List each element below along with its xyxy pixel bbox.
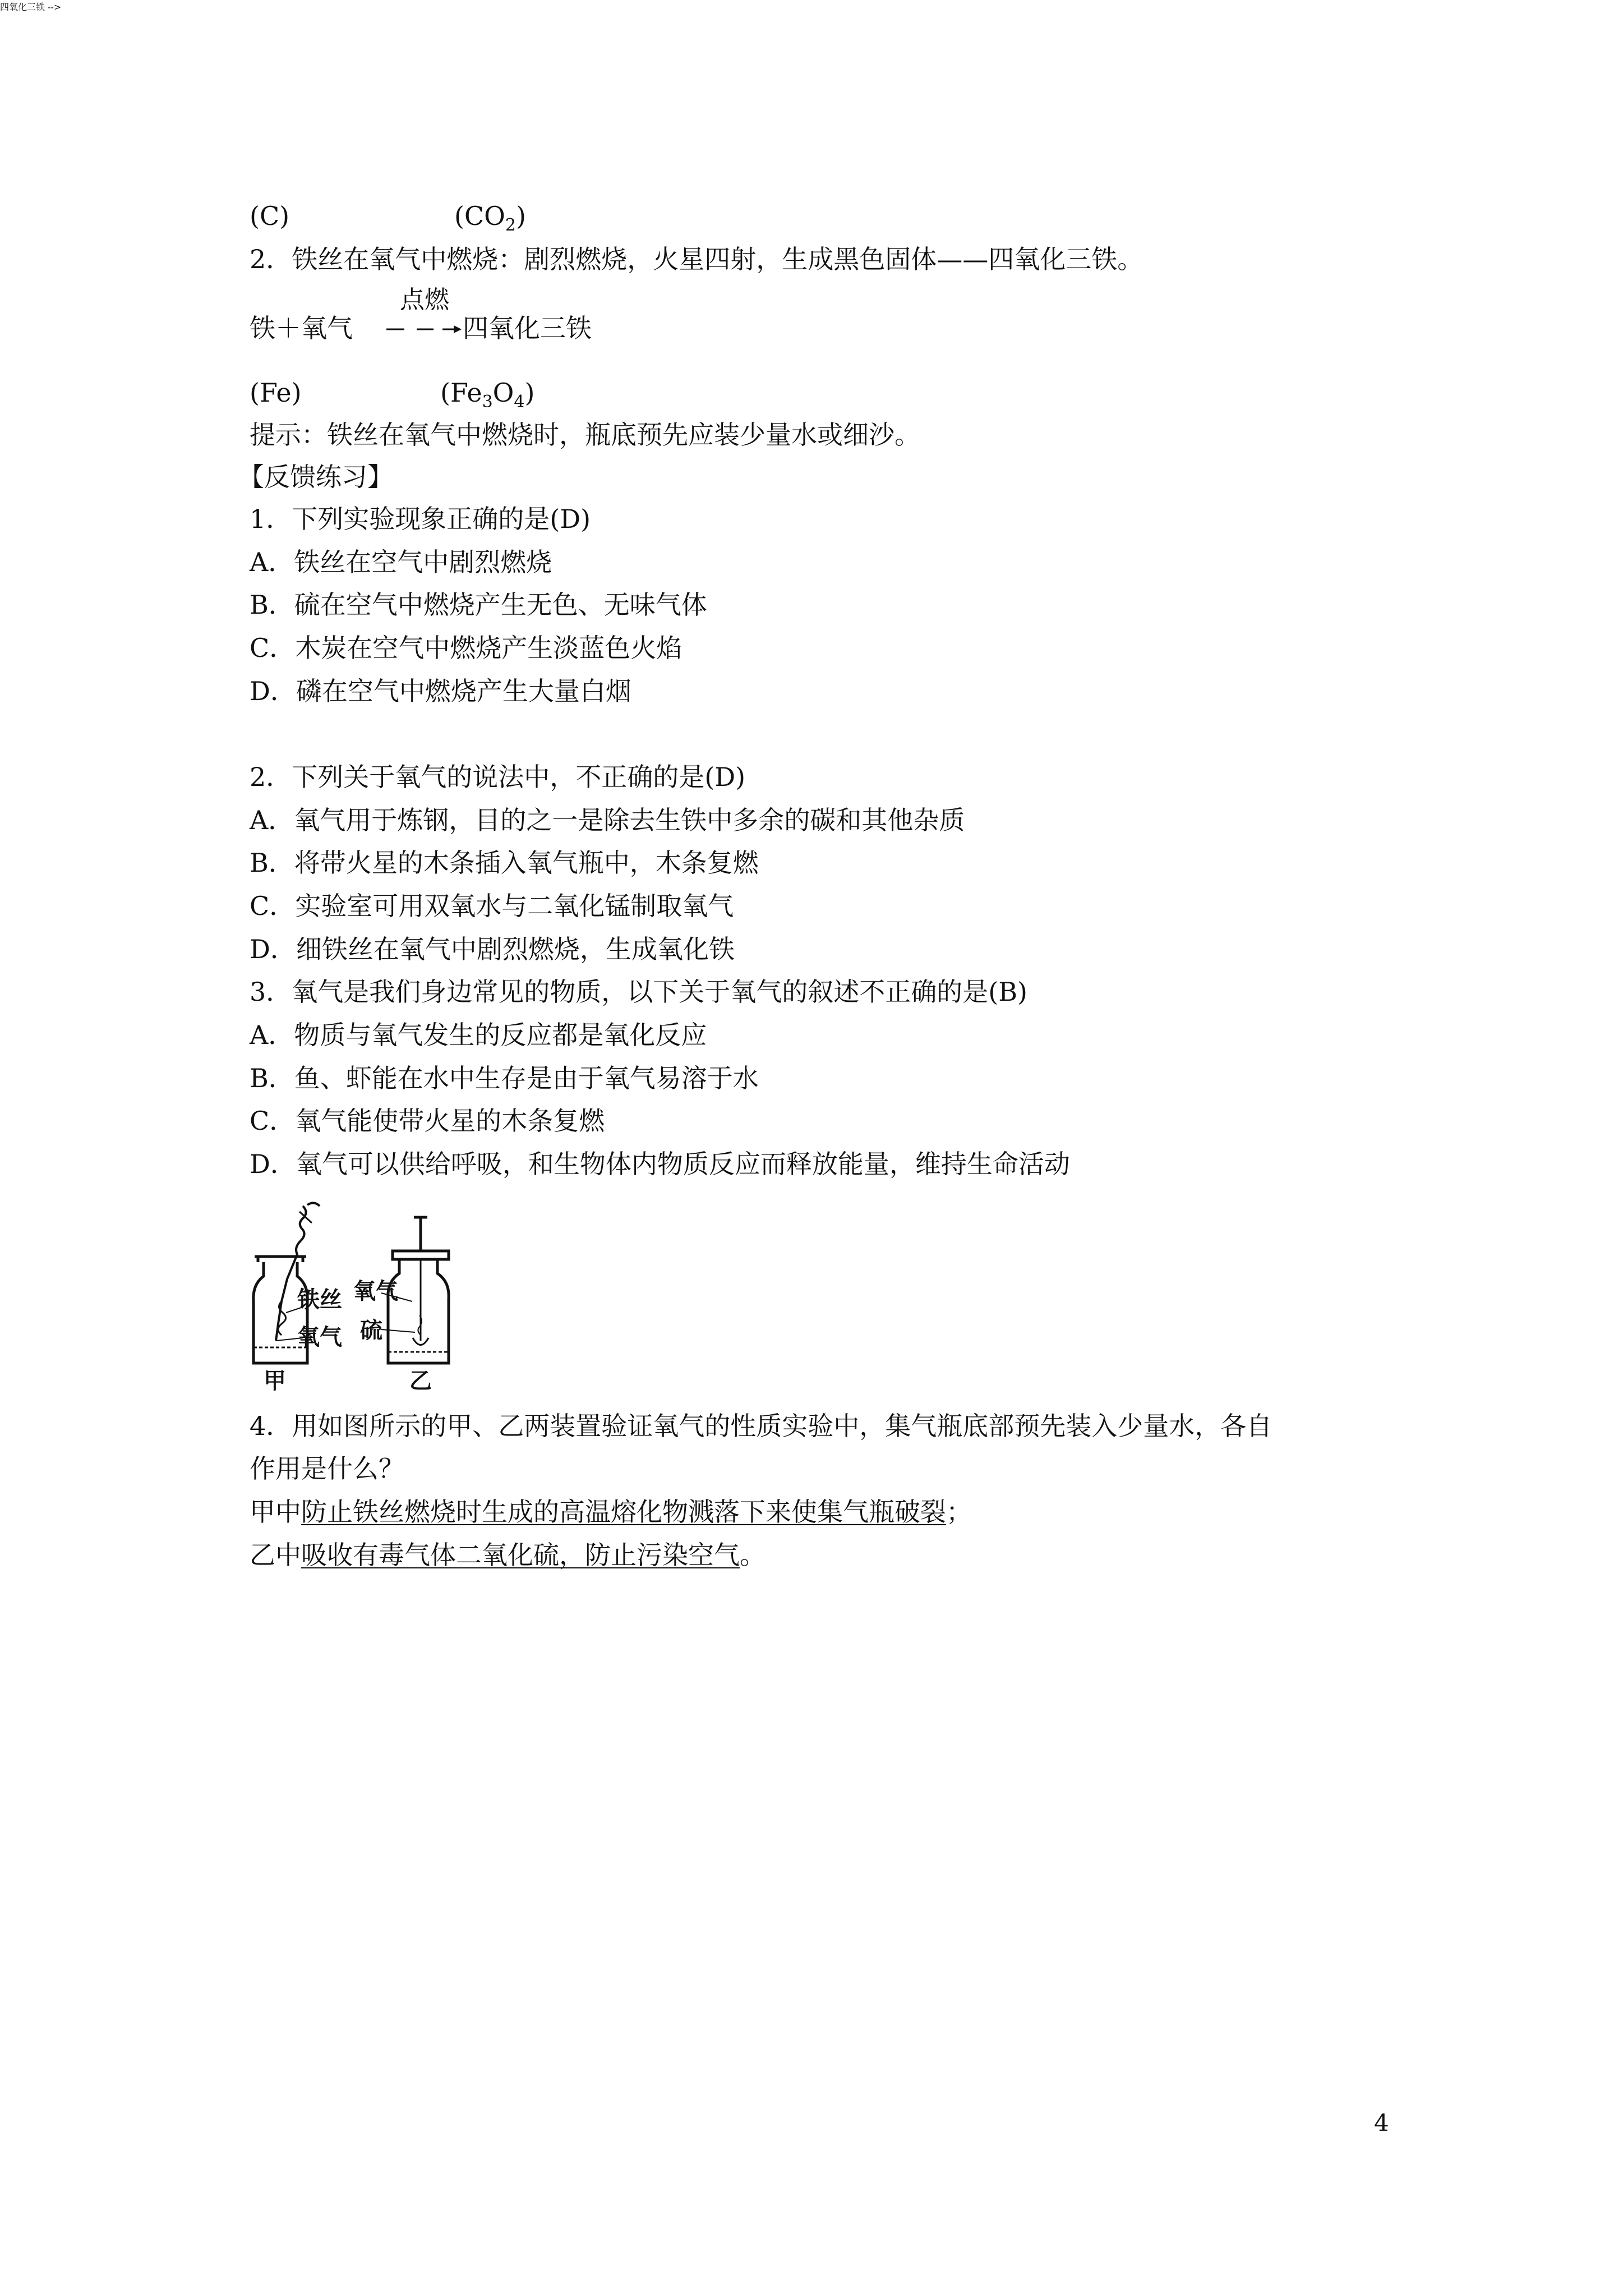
formula2-condition: 点燃 <box>400 286 449 314</box>
q4-answer-jia-text: 防止铁丝燃烧时生成的高温熔化物溅落下来使集气瓶破裂 <box>301 1497 946 1527</box>
q1-option-c: C．木炭在空气中燃烧产生淡蓝色火焰 <box>250 633 683 663</box>
q3-option-c: C．氧气能使带火星的木条复燃 <box>250 1106 605 1136</box>
q4-stem-line2: 作用是什么？ <box>250 1453 404 1484</box>
q2-option-b: B．将带火星的木条插入氧气瓶中，木条复燃 <box>250 848 759 878</box>
label-oxygen-right: 氧气 <box>353 1278 398 1304</box>
reaction-arrow-icon <box>384 323 463 336</box>
q1-option-a: A．铁丝在空气中剧烈燃烧 <box>250 547 552 577</box>
label-sulfur: 硫 <box>360 1318 382 1343</box>
label-fe: (Fe) <box>250 378 302 408</box>
q4-answer-yi-text: 吸收有毒气体二氧化硫，防止污染空气 <box>301 1540 740 1570</box>
q1-option-d: D．磷在空气中燃烧产生大量白烟 <box>250 676 631 706</box>
formula2-reactant: 铁＋氧气 <box>250 313 353 343</box>
label-iron-wire: 铁丝 <box>297 1287 342 1313</box>
item2-text: 2．铁丝在氧气中燃烧：剧烈燃烧，火星四射，生成黑色固体——四氧化三铁。 <box>250 244 1144 274</box>
section-title: 【反馈练习】 <box>238 462 393 492</box>
q3-option-b: B．鱼、虾能在水中生存是由于氧气易溶于水 <box>250 1063 759 1093</box>
label-jia: 甲 <box>264 1368 286 1394</box>
tip-text: 提示：铁丝在氧气中燃烧时，瓶底预先应装少量水或细沙。 <box>250 420 920 450</box>
label-fe3o4: $(Fe_3O_4)$ <box>440 378 535 412</box>
q3-stem: 3．氧气是我们身边常见的物质，以下关于氧气的叙述不正确的是(B) <box>250 977 1027 1007</box>
formula2-product: 四氧化三铁 <box>463 313 592 343</box>
formula2-labels <box>250 376 535 412</box>
label-yi: 乙 <box>409 1368 432 1394</box>
formula2 <box>250 286 698 356</box>
q3-option-d: D．氧气可以供给呼吸，和生物体内物质反应而释放能量，维持生命活动 <box>250 1149 1070 1179</box>
q2-stem: 2．下列关于氧气的说法中，不正确的是(D) <box>250 762 746 792</box>
formula1-labels <box>250 199 526 236</box>
q2-option-d: D．细铁丝在氧气中剧烈燃烧，生成氧化铁 <box>250 934 735 964</box>
q2-option-c: C．实验室可用双氧水与二氧化锰制取氧气 <box>250 891 734 921</box>
q1-option-b: B．硫在空气中燃烧产生无色、无味气体 <box>250 590 707 620</box>
q4-answer-jia: 甲中防止铁丝燃烧时生成的高温熔化物溅落下来使集气瓶破裂； <box>250 1497 972 1527</box>
q4-stem-line1: 4．用如图所示的甲、乙两装置验证氧气的性质实验中，集气瓶底部预先装入少量水，各自 <box>250 1411 1272 1441</box>
q1-stem: 1．下列实验现象正确的是(D) <box>250 504 591 534</box>
q2-option-a: A．氧气用于炼钢，目的之一是除去生铁中多余的碳和其他杂质 <box>250 805 965 835</box>
q3-option-a: A．物质与氧气发生的反应都是氧化反应 <box>250 1020 707 1050</box>
apparatus-figure <box>241 1200 510 1393</box>
q4-answer-yi: 乙中吸收有毒气体二氧化硫，防止污染空气。 <box>250 1540 766 1570</box>
label-oxygen-left: 氧气 <box>297 1324 342 1350</box>
label-co2: $(CO_2)$ <box>454 201 526 236</box>
label-c: (C) <box>250 201 290 231</box>
document-page: (C) $(CO_2)$ 2．铁丝在氧气中燃烧：剧烈燃烧，火星四射，生成黑色固体——四氧化三铁。 四氧化三铁 --> 铁＋氧气 点燃 四氧化三铁 (Fe) $(Fe_3O_4)$ 提示：铁丝在氧气中燃烧时，瓶底预先应装少量水或细沙。 【反馈练习】 1．下列实验现象正确的是(D) A．铁丝在空气中剧烈燃烧 B．硫在空气中燃烧产生无色、无味气体 C．木炭在空气中燃烧产生淡蓝色火焰 D．磷在空气中燃烧产生大量白烟 2．下列关于氧气的说法中，不正确的是(D) A．氧气用于炼钢，目的之一是除去生铁中多余的碳和其他杂质 B．将带火星的木条插入氧气瓶中，木条复燃 C．实验室可用双氧水与二氧化锰制取氧气 D．细铁丝在氧气中剧烈燃烧，生成氧化铁 3．氧气是我们身边常见的物质，以下关于氧气的叙述不正确的是(B) A．物质与氧气发生的反应都是氧化反应 B．鱼、虾能在水中生存是由于氧气易溶于水 C．氧气能使带火星的木条复燃 D．氧气可以供给呼吸，和生物体内物质反应而释放能量，维持生命活动 铁丝 氧气 氧气 硫 甲 乙 4．用如图所示的甲、乙两装置验证氧气的性质实验中，集气瓶底部预先装入少量水，各自 作用是什么？ 甲中防止铁丝燃烧时生成的高温熔化物溅落下来使集气瓶破裂； 乙中吸收有毒气体二氧化硫，防止污染空气。 4 <box>0 2 1389 2137</box>
page-number: 4 <box>1374 2109 1389 2137</box>
